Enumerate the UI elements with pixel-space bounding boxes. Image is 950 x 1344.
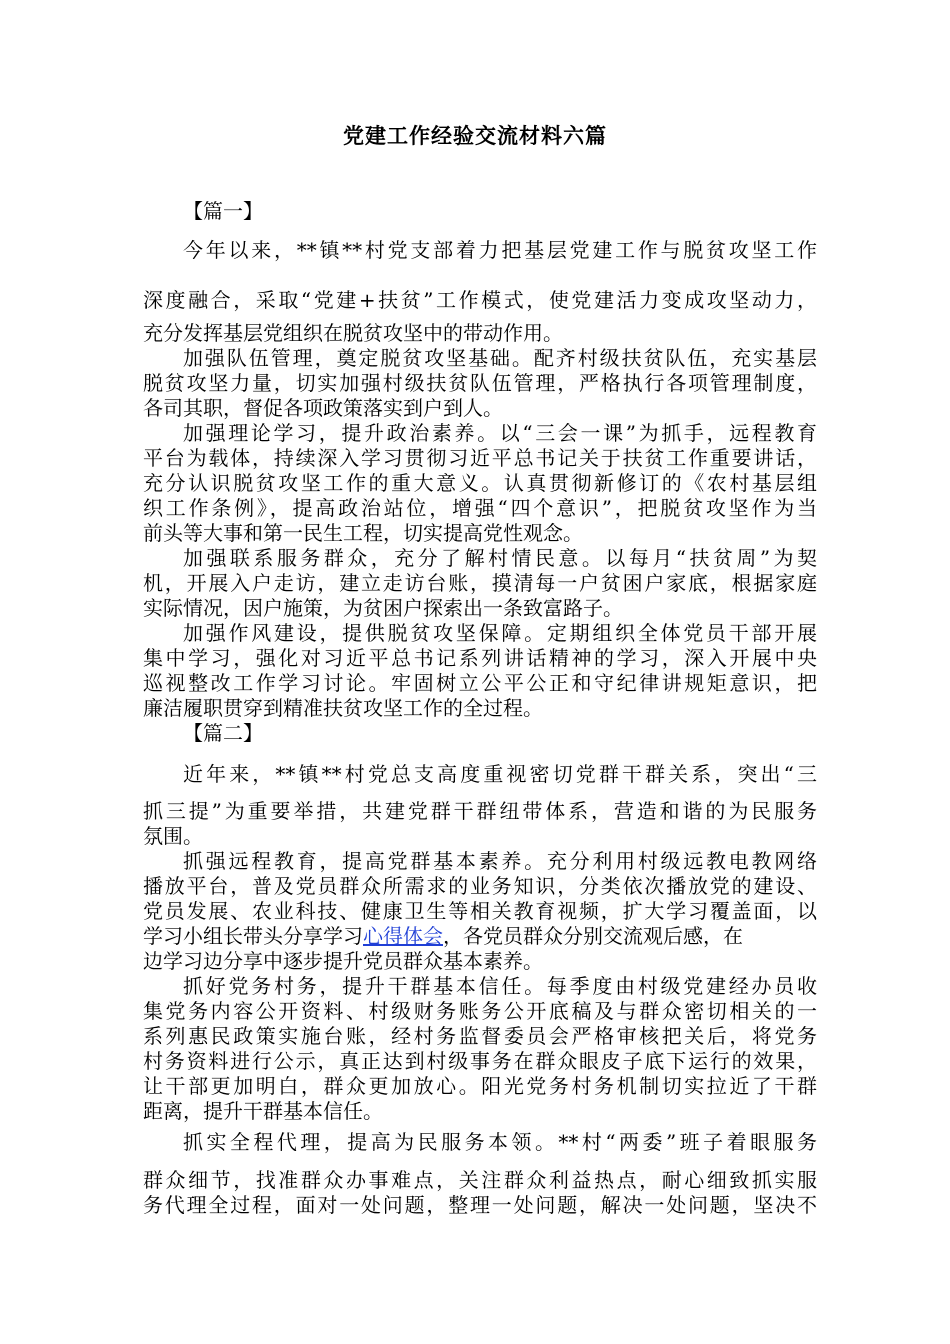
xinde-tihui-link[interactable]: 心得体会 — [363, 924, 443, 948]
text-line: 集中学习，强化对习近平总书记系列讲话精神的学习，深入开展中央 — [143, 646, 817, 670]
section-heading-1 — [143, 199, 817, 224]
text-line: 加强队伍管理，奠定脱贫攻坚基础。配齐村级扶贫队伍，充实基层 — [183, 346, 817, 370]
paragraph — [143, 288, 817, 313]
text-line: 充分发挥基层党组织在脱贫攻坚中的带动作用。 — [143, 321, 563, 345]
text-line: 前头等大事和第一民生工程，切实提高党性观念。 — [143, 521, 583, 545]
text-line: 深度融合，采取“党建+扶贫”工作模式，使党建活力变成攻坚动力， — [143, 288, 817, 312]
text-line: 充分认识脱贫攻坚工作的重大意义。认真贯彻新修订的《农村基层组 — [143, 471, 817, 495]
text-line: 让干部更加明白，群众更加放心。阳光党务村务机制切实拉近了干群 — [143, 1074, 817, 1098]
text-line: 加强联系服务群众，充分了解村情民意。以每月“扶贫周”为契 — [183, 546, 817, 570]
text-segment: ，各党员群众分别交流观后感，在 — [443, 924, 743, 948]
paragraph — [143, 321, 817, 746]
text-line: 今年以来，**镇**村党支部着力把基层党建工作与脱贫攻坚工作 — [183, 238, 817, 262]
text-line: 抓三提”为重要举措，共建党群干群纽带体系，营造和谐的为民服务 — [143, 799, 817, 823]
text-line: 巡视整改工作学习讨论。牢固树立公平公正和守纪律讲规矩意识，把 — [143, 671, 817, 695]
paragraph — [143, 762, 817, 787]
text-line: 党员发展、农业科技、健康卫生等相关教育视频，扩大学习覆盖面，以 — [143, 899, 817, 923]
text-line: 脱贫攻坚力量，切实加强村级扶贫队伍管理，严格执行各项管理制度， — [143, 371, 817, 395]
text-line: 抓好党务村务，提升干群基本信任。每季度由村级党建经办员收 — [183, 974, 817, 998]
text-line: 各司其职，督促各项政策落实到户到人。 — [143, 396, 503, 420]
text-line: 播放平台，普及党员群众所需求的业务知识，分类依次播放党的建设、 — [143, 874, 817, 898]
document-title: 党建工作经验交流材料六篇 — [343, 123, 607, 148]
text-line: 边学习边分享中逐步提升党员群众基本素养。 — [143, 949, 543, 973]
text-line: 氛围。 — [143, 824, 203, 848]
text-line: 近年来，**镇**村党总支高度重视密切党群干群关系，突出“三 — [183, 762, 817, 786]
paragraph — [143, 799, 817, 1124]
text-line: 集党务内容公开资料、村级财务账务公开底稿及与群众密切相关的一 — [143, 999, 817, 1023]
paragraph — [143, 1168, 817, 1218]
text-line: 村务资料进行公示，真正达到村级事务在群众眼皮子底下运行的效果， — [143, 1049, 817, 1073]
text-line: 机，开展入户走访，建立走访台账，摸清每一户贫困户家底，根据家庭 — [143, 571, 817, 595]
section-heading: 【篇一】 — [183, 199, 263, 223]
text-line: 务代理全过程，面对一处问题，整理一处问题，解决一处问题，坚决不 — [143, 1193, 817, 1217]
paragraph — [143, 238, 817, 263]
text-line-with-link — [143, 924, 817, 949]
text-line: 廉洁履职贯穿到精准扶贫攻坚工作的全过程。 — [143, 696, 543, 720]
text-line: 抓强远程教育，提高党群基本素养。充分利用村级远教电教网络 — [183, 849, 817, 873]
text-line: 群众细节，找准群众办事难点，关注群众利益热点，耐心细致抓实服 — [143, 1168, 817, 1192]
text-line: 加强作风建设，提供脱贫攻坚保障。定期组织全体党员干部开展 — [183, 621, 817, 645]
paragraph — [143, 1130, 817, 1155]
text-line: 织工作条例》，提高政治站位，增强“四个意识”，把脱贫攻坚作为当 — [143, 496, 817, 520]
section-heading: 【篇二】 — [183, 721, 263, 745]
text-line: 抓实全程代理，提高为民服务本领。**村“两委”班子着眼服务 — [183, 1130, 817, 1154]
text-line: 加强理论学习，提升政治素养。以“三会一课”为抓手，远程教育 — [183, 421, 817, 445]
text-segment: 学习小组长带头分享学习 — [143, 924, 363, 948]
text-line: 实际情况，因户施策，为贫困户探索出一条致富路子。 — [143, 596, 623, 620]
text-line: 系列惠民政策实施台账，经村务监督委员会严格审核把关后，将党务 — [143, 1024, 817, 1048]
text-line: 距离，提升干群基本信任。 — [143, 1099, 383, 1123]
text-line: 平台为载体，持续深入学习贯彻习近平总书记关于扶贫工作重要讲话， — [143, 446, 817, 470]
